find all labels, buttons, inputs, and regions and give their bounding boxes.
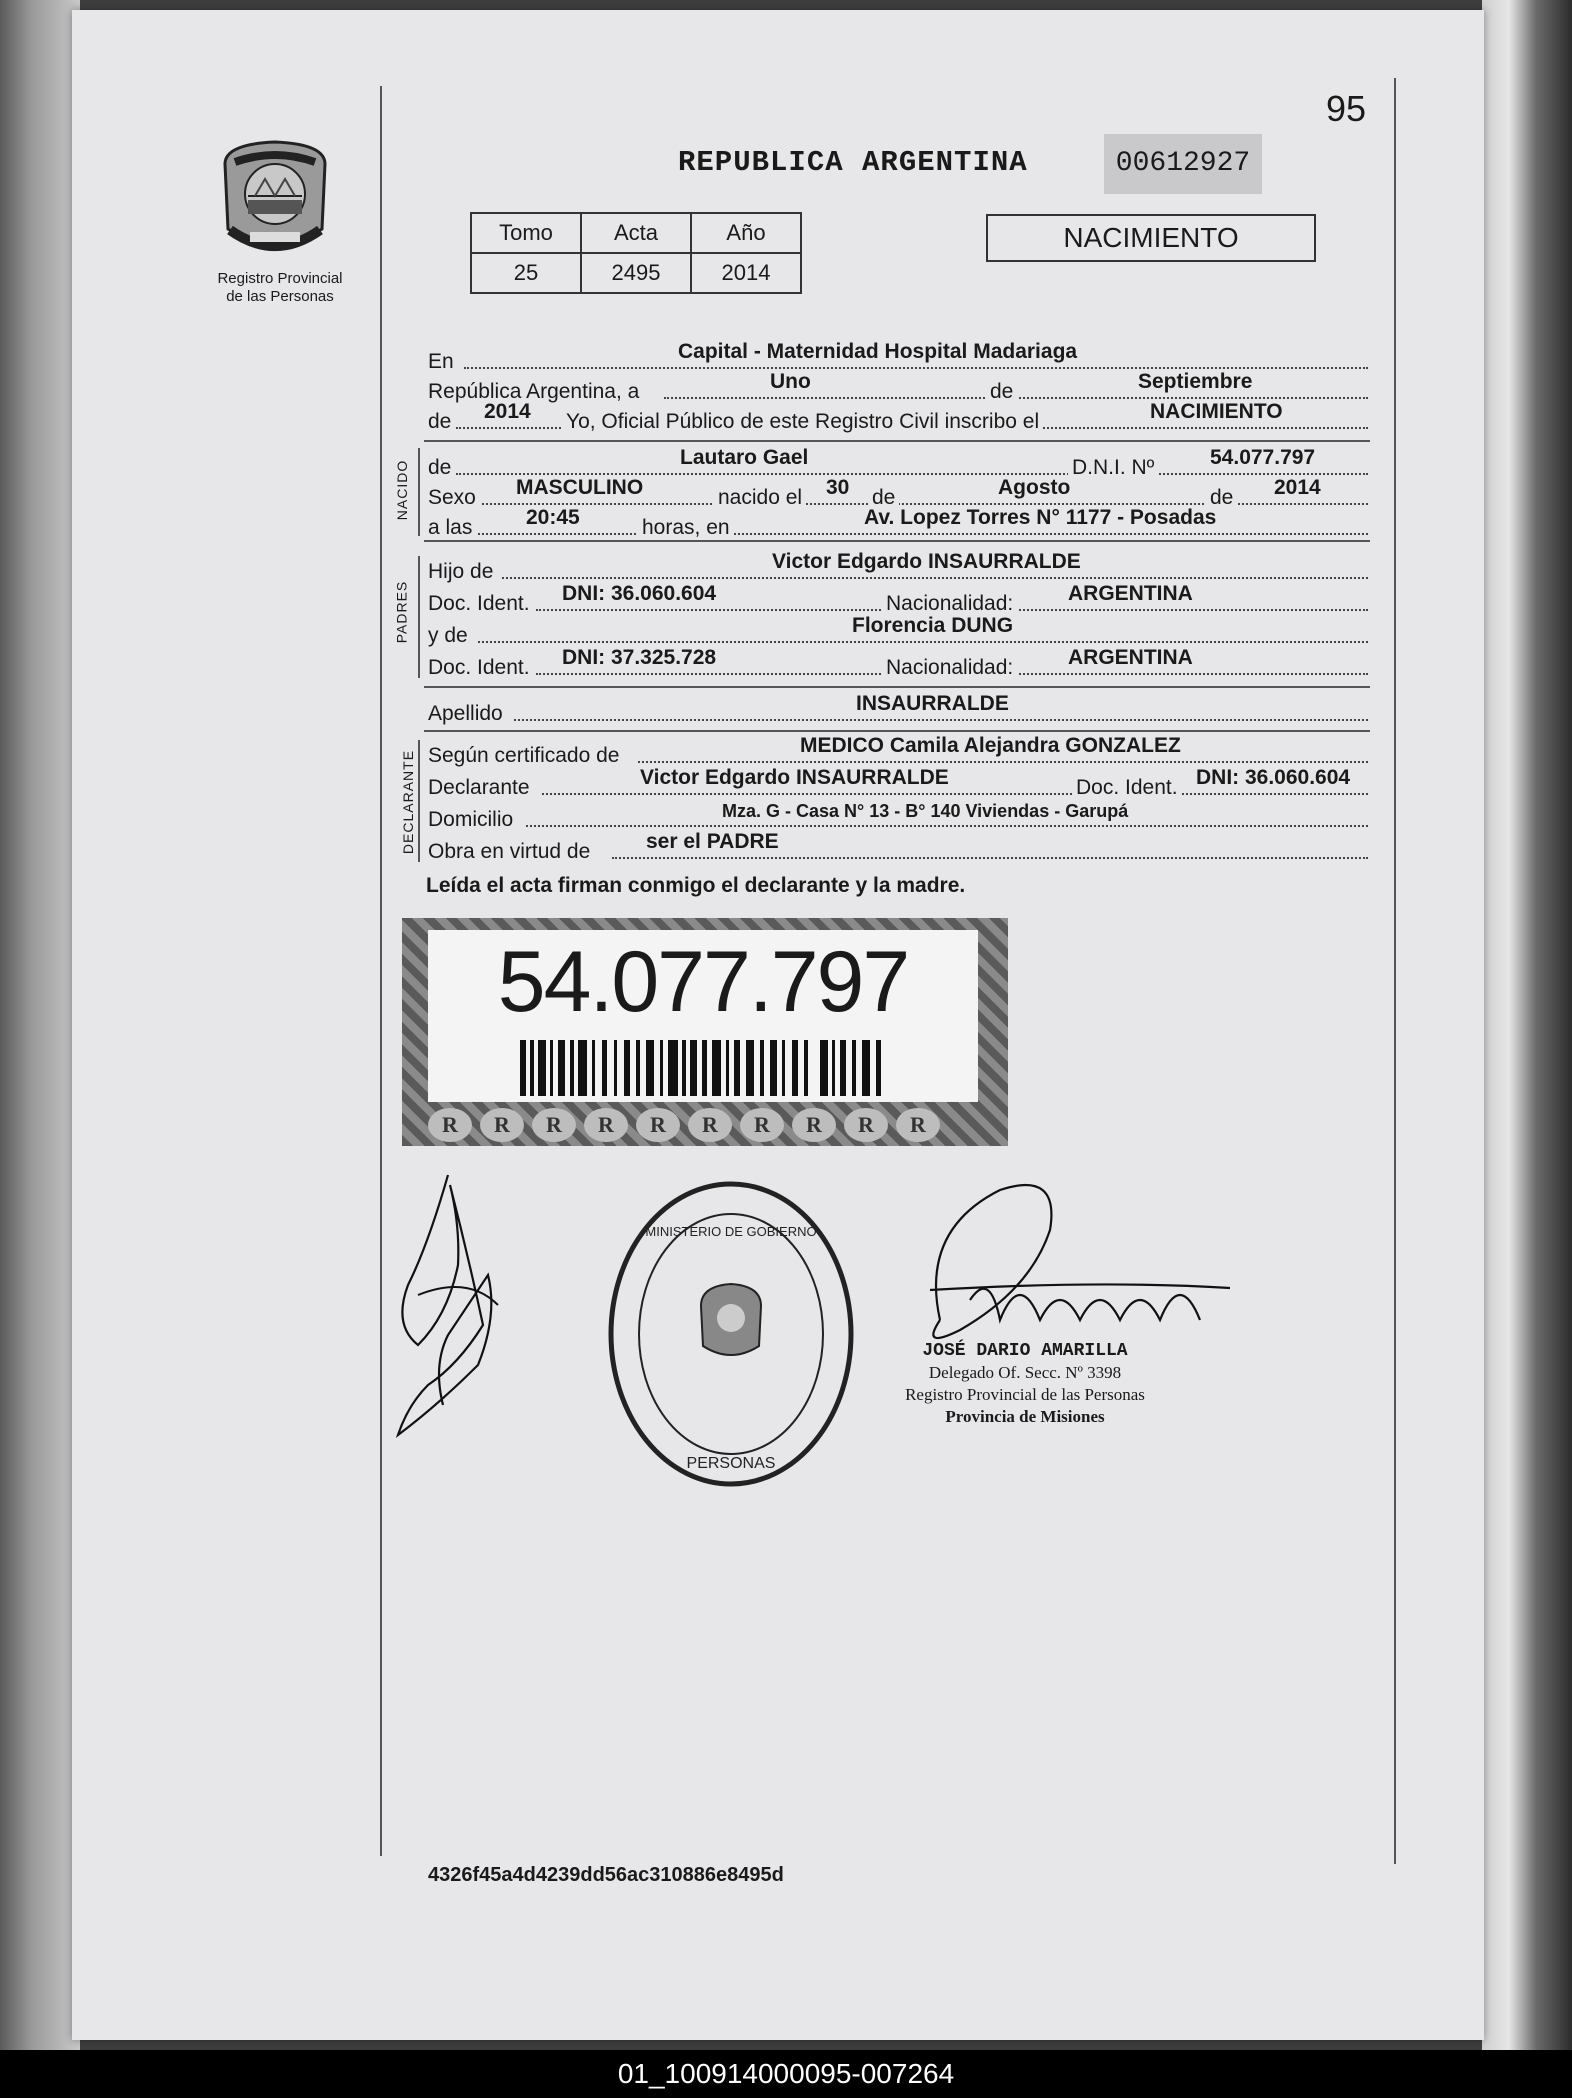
- value-father-doc: DNI: 36.060.604: [562, 582, 717, 605]
- value-sex: MASCULINO: [516, 476, 644, 499]
- registry-mark-icon: R: [688, 1108, 732, 1142]
- label-republica: República Argentina, a: [428, 380, 643, 404]
- label-nacionalidad-father: Nacionalidad:: [882, 592, 1017, 616]
- value-act-type: NACIMIENTO: [1150, 400, 1283, 423]
- label-sexo: Sexo: [428, 486, 480, 510]
- svg-text:MINISTERIO DE GOBIERNO: MINISTERIO DE GOBIERNO: [645, 1224, 817, 1239]
- registry-mark-icon: R: [636, 1108, 680, 1142]
- row-capacity: [428, 830, 1368, 864]
- value-mother-doc: DNI: 37.325.728: [562, 646, 717, 669]
- document-hash: 4326f45a4d4239dd56ac310886e8495d: [428, 1864, 784, 1886]
- value-certificate: MEDICO Camila Alejandra GONZALEZ: [800, 734, 1181, 757]
- label-nacionalidad-mother: Nacionalidad:: [882, 656, 1017, 680]
- row-father: [428, 550, 1368, 584]
- svg-text:PERSONAS: PERSONAS: [686, 1455, 776, 1472]
- section-line-padres: [418, 556, 420, 678]
- label-nacido-el: nacido el: [714, 486, 806, 510]
- registry-header-anio: Año: [691, 213, 801, 253]
- registry-caption-line1: Registro Provincial: [217, 270, 343, 287]
- registry-caption-line2: de las Personas: [226, 288, 334, 305]
- value-mother-nationality: ARGENTINA: [1068, 646, 1193, 669]
- official-role: Delegado Of. Secc. Nº 3398: [928, 1363, 1122, 1382]
- value-birth-place: Av. Lopez Torres N° 1177 - Posadas: [864, 506, 1217, 529]
- registry-mark-icon: R: [480, 1108, 524, 1142]
- separator-1: [424, 440, 1370, 442]
- declarant-signature: [388, 1165, 518, 1445]
- registry-header-acta: Acta: [581, 213, 691, 253]
- row-certificate: [428, 734, 1368, 768]
- scan-footer-id: 01_100914000095-007264: [0, 2050, 1572, 2098]
- value-declarant: Victor Edgardo INSAURRALDE: [640, 766, 949, 789]
- row-declarant: [428, 766, 1368, 800]
- registry-mark-icon: R: [584, 1108, 628, 1142]
- section-line-nacido: [418, 448, 420, 536]
- registry-mark-icon: R: [428, 1108, 472, 1142]
- official-signature-block: [860, 1340, 1190, 1428]
- section-label-nacido: NACIDO: [394, 459, 411, 521]
- label-y-de: y de: [428, 624, 472, 648]
- scan-background-right: [1482, 0, 1572, 2050]
- left-margin-line: [380, 86, 382, 1856]
- official-name: JOSÉ DARIO AMARILLA: [922, 1341, 1128, 1361]
- registry-value-anio: 2014: [691, 253, 801, 293]
- value-declarant-doc: DNI: 36.060.604: [1196, 766, 1351, 789]
- value-birth-month: Agosto: [998, 476, 1071, 499]
- label-a-las: a las: [428, 516, 476, 540]
- value-day-written: Uno: [770, 370, 811, 393]
- registry-value-tomo: 25: [471, 253, 581, 293]
- label-obra: Obra en virtud de: [428, 840, 594, 864]
- row-time-place: [428, 506, 1368, 540]
- label-segun: Según certificado de: [428, 744, 623, 768]
- barcode-bars: [520, 1040, 890, 1096]
- label-de-birth-month: de: [868, 486, 899, 510]
- value-birth-year: 2014: [1274, 476, 1321, 499]
- separator-2: [424, 540, 1370, 542]
- label-doc-mother: Doc. Ident.: [428, 656, 534, 680]
- registry-value-acta: 2495: [581, 253, 691, 293]
- value-birth-day: 30: [826, 476, 850, 499]
- registry-caption: [200, 270, 360, 306]
- label-de-child: de: [428, 456, 455, 480]
- official-stamp-seal: [606, 1178, 856, 1490]
- registry-table: [470, 212, 802, 294]
- label-hijo-de: Hijo de: [428, 560, 497, 584]
- record-type-box: NACIMIENTO: [986, 214, 1316, 262]
- row-inscription: [428, 400, 1368, 434]
- value-surname: INSAURRALDE: [856, 692, 1009, 715]
- registry-mark-icon: R: [792, 1108, 836, 1142]
- page-number: 95: [1326, 88, 1367, 129]
- label-de-birth-year: de: [1206, 486, 1237, 510]
- value-birth-time: 20:45: [526, 506, 580, 529]
- separator-3: [424, 686, 1370, 688]
- section-label-declarante: DECLARANTE: [400, 749, 417, 855]
- province-coat-of-arms-logo: [210, 134, 340, 269]
- label-en: En: [428, 350, 458, 374]
- registry-header-tomo: Tomo: [471, 213, 581, 253]
- row-mother: [428, 614, 1368, 648]
- separator-4: [424, 730, 1370, 732]
- label-yo: Yo, Oficial Público de este Registro Civil inscribo el: [562, 410, 1043, 434]
- row-mother-doc: [428, 646, 1368, 680]
- barcode-sticker: [402, 918, 1008, 1146]
- value-capacity: ser el PADRE: [646, 830, 779, 853]
- row-address: [428, 802, 1368, 832]
- label-de-month: de: [986, 380, 1017, 404]
- value-year: 2014: [484, 400, 531, 423]
- section-label-padres: PADRES: [393, 580, 410, 644]
- value-mother-name: Florencia DUNG: [852, 614, 1014, 637]
- label-doc-father: Doc. Ident.: [428, 592, 534, 616]
- scan-background-left: [0, 0, 80, 2050]
- watermark-row: [428, 1108, 940, 1142]
- registry-mark-icon: R: [740, 1108, 784, 1142]
- row-surname: [428, 692, 1368, 726]
- row-father-doc: [428, 582, 1368, 616]
- label-domicilio: Domicilio: [428, 808, 517, 832]
- official-registry: Registro Provincial de las Personas: [905, 1385, 1145, 1404]
- value-father-nationality: ARGENTINA: [1068, 582, 1193, 605]
- value-address: Mza. G - Casa N° 13 - B° 140 Viviendas - Garupá: [722, 801, 1129, 821]
- section-line-declarante: [418, 740, 420, 862]
- registry-mark-icon: R: [532, 1108, 576, 1142]
- closing-text: Leída el acta firman conmigo el declarante y la madre.: [426, 874, 966, 897]
- barcode-number: 54.077.797: [497, 934, 909, 1030]
- value-child-name: Lautaro Gael: [680, 446, 809, 469]
- label-de-year: de: [428, 410, 455, 434]
- value-month: Septiembre: [1138, 370, 1253, 393]
- document-title: REPUBLICA ARGENTINA: [678, 146, 1028, 179]
- value-place: Capital - Maternidad Hospital Madariaga: [678, 340, 1078, 363]
- label-declarante: Declarante: [428, 776, 534, 800]
- value-father-name: Victor Edgardo INSAURRALDE: [772, 550, 1081, 573]
- registry-mark-icon: R: [844, 1108, 888, 1142]
- label-horas-en: horas, en: [638, 516, 734, 540]
- label-dni: D.N.I. Nº: [1068, 456, 1158, 480]
- right-margin-line: [1394, 78, 1396, 1864]
- official-province: Provincia de Misiones: [945, 1407, 1105, 1426]
- registry-mark-icon: R: [896, 1108, 940, 1142]
- value-child-dni: 54.077.797: [1210, 446, 1316, 469]
- label-doc-declarant: Doc. Ident.: [1072, 776, 1182, 800]
- label-apellido: Apellido: [428, 702, 507, 726]
- serial-number: 00612927: [1104, 134, 1262, 194]
